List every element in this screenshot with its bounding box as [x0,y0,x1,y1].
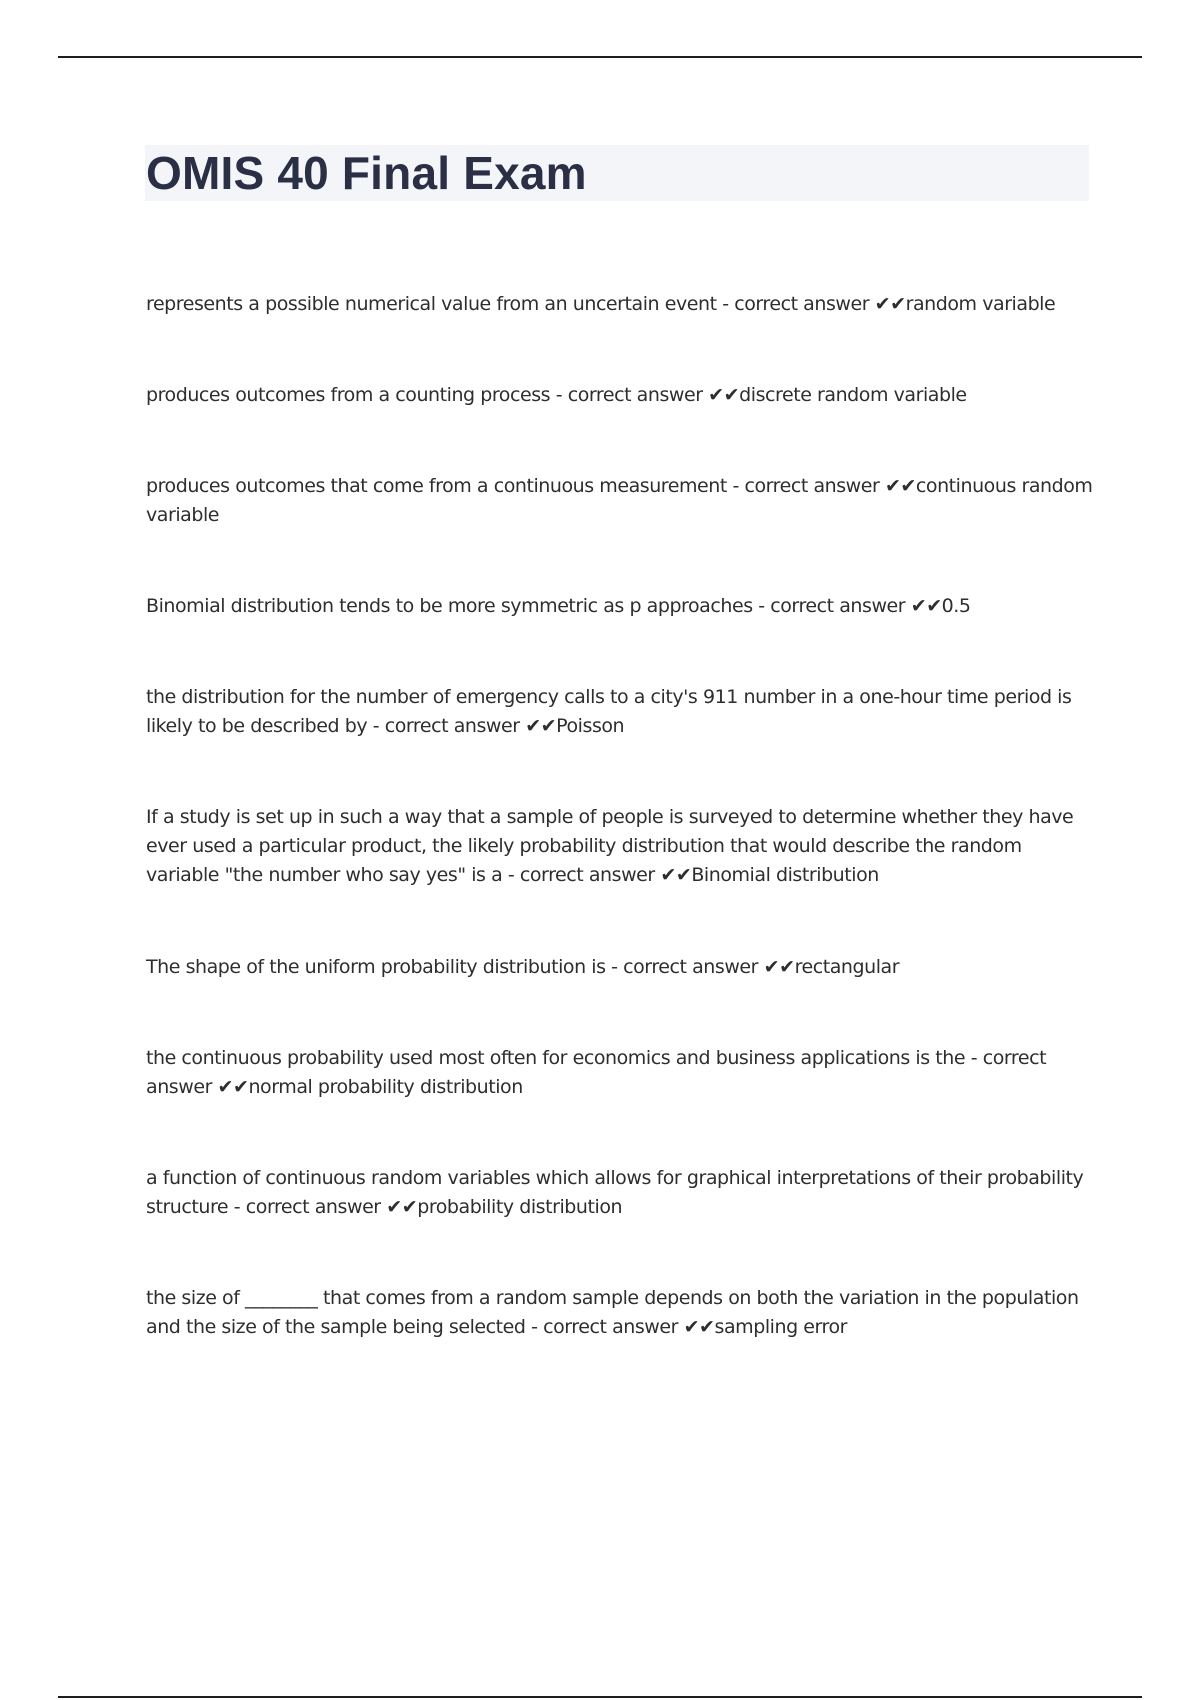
qa-question: The shape of the uniform probability distribution is [146,956,606,978]
qa-answer: 0.5 [941,595,971,617]
qa-separator: - correct answer ✔✔ [525,1316,715,1338]
qa-item [146,1164,1096,1222]
qa-answer: discrete random variable [739,384,967,406]
qa-answer: continuous random variable [146,475,1093,526]
qa-answer: Poisson [556,715,625,737]
qa-item [146,381,1096,410]
bottom-rule [58,1696,1142,1698]
qa-separator: - correct answer ✔✔ [228,1196,418,1218]
qa-item [146,290,1096,319]
qa-separator: - correct answer ✔✔ [716,293,906,315]
qa-separator: - correct answer ✔✔ [605,956,795,978]
qa-question: Binomial distribution tends to be more symmetric as p approaches [146,595,753,617]
qa-item [146,1284,1096,1342]
qa-question: produces outcomes that come from a continuous measurement [146,475,727,497]
qa-answer: sampling error [714,1316,848,1338]
qa-question: produces outcomes from a counting process [146,384,551,406]
qa-item [146,592,1096,621]
qa-item [146,1044,1096,1102]
qa-question: the size of ________ that comes from a random sample depends on both the variation in the population and the size of the sample being selected [146,1287,1079,1338]
qa-item [146,472,1096,530]
qa-question: represents a possible numerical value from an uncertain event [146,293,717,315]
qa-question: the distribution for the number of emergency calls to a city's 911 number in a one-hour time period is likely to be described by [146,686,1072,737]
qa-separator: - correct answer ✔✔ [146,1047,1047,1098]
qa-item [146,953,1096,982]
qa-separator: - correct answer ✔✔ [726,475,916,497]
page-title: OMIS 40 Final Exam [146,147,587,199]
top-rule [58,56,1142,58]
qa-separator: - correct answer ✔✔ [367,715,557,737]
qa-item [146,683,1096,741]
qa-answer: rectangular [794,956,900,978]
qa-answer: normal probability distribution [248,1076,523,1098]
qa-separator: - correct answer ✔✔ [502,864,692,886]
qa-separator: - correct answer ✔✔ [550,384,740,406]
qa-answer: Binomial distribution [691,864,879,886]
qa-item [146,803,1096,890]
qa-question: the continuous probability used most often for economics and business applications is the [146,1047,966,1069]
qa-question: a function of continuous random variables which allows for graphical interpretations of their probability structure [146,1167,1084,1218]
qa-separator: - correct answer ✔✔ [752,595,942,617]
qa-answer: random variable [905,293,1056,315]
qa-answer: probability distribution [417,1196,623,1218]
qa-question: If a study is set up in such a way that a sample of people is surveyed to determine whether they have ever used a particular product, the likely probability distribution that would describe the random variable "the number who say yes" is a [146,806,1074,886]
